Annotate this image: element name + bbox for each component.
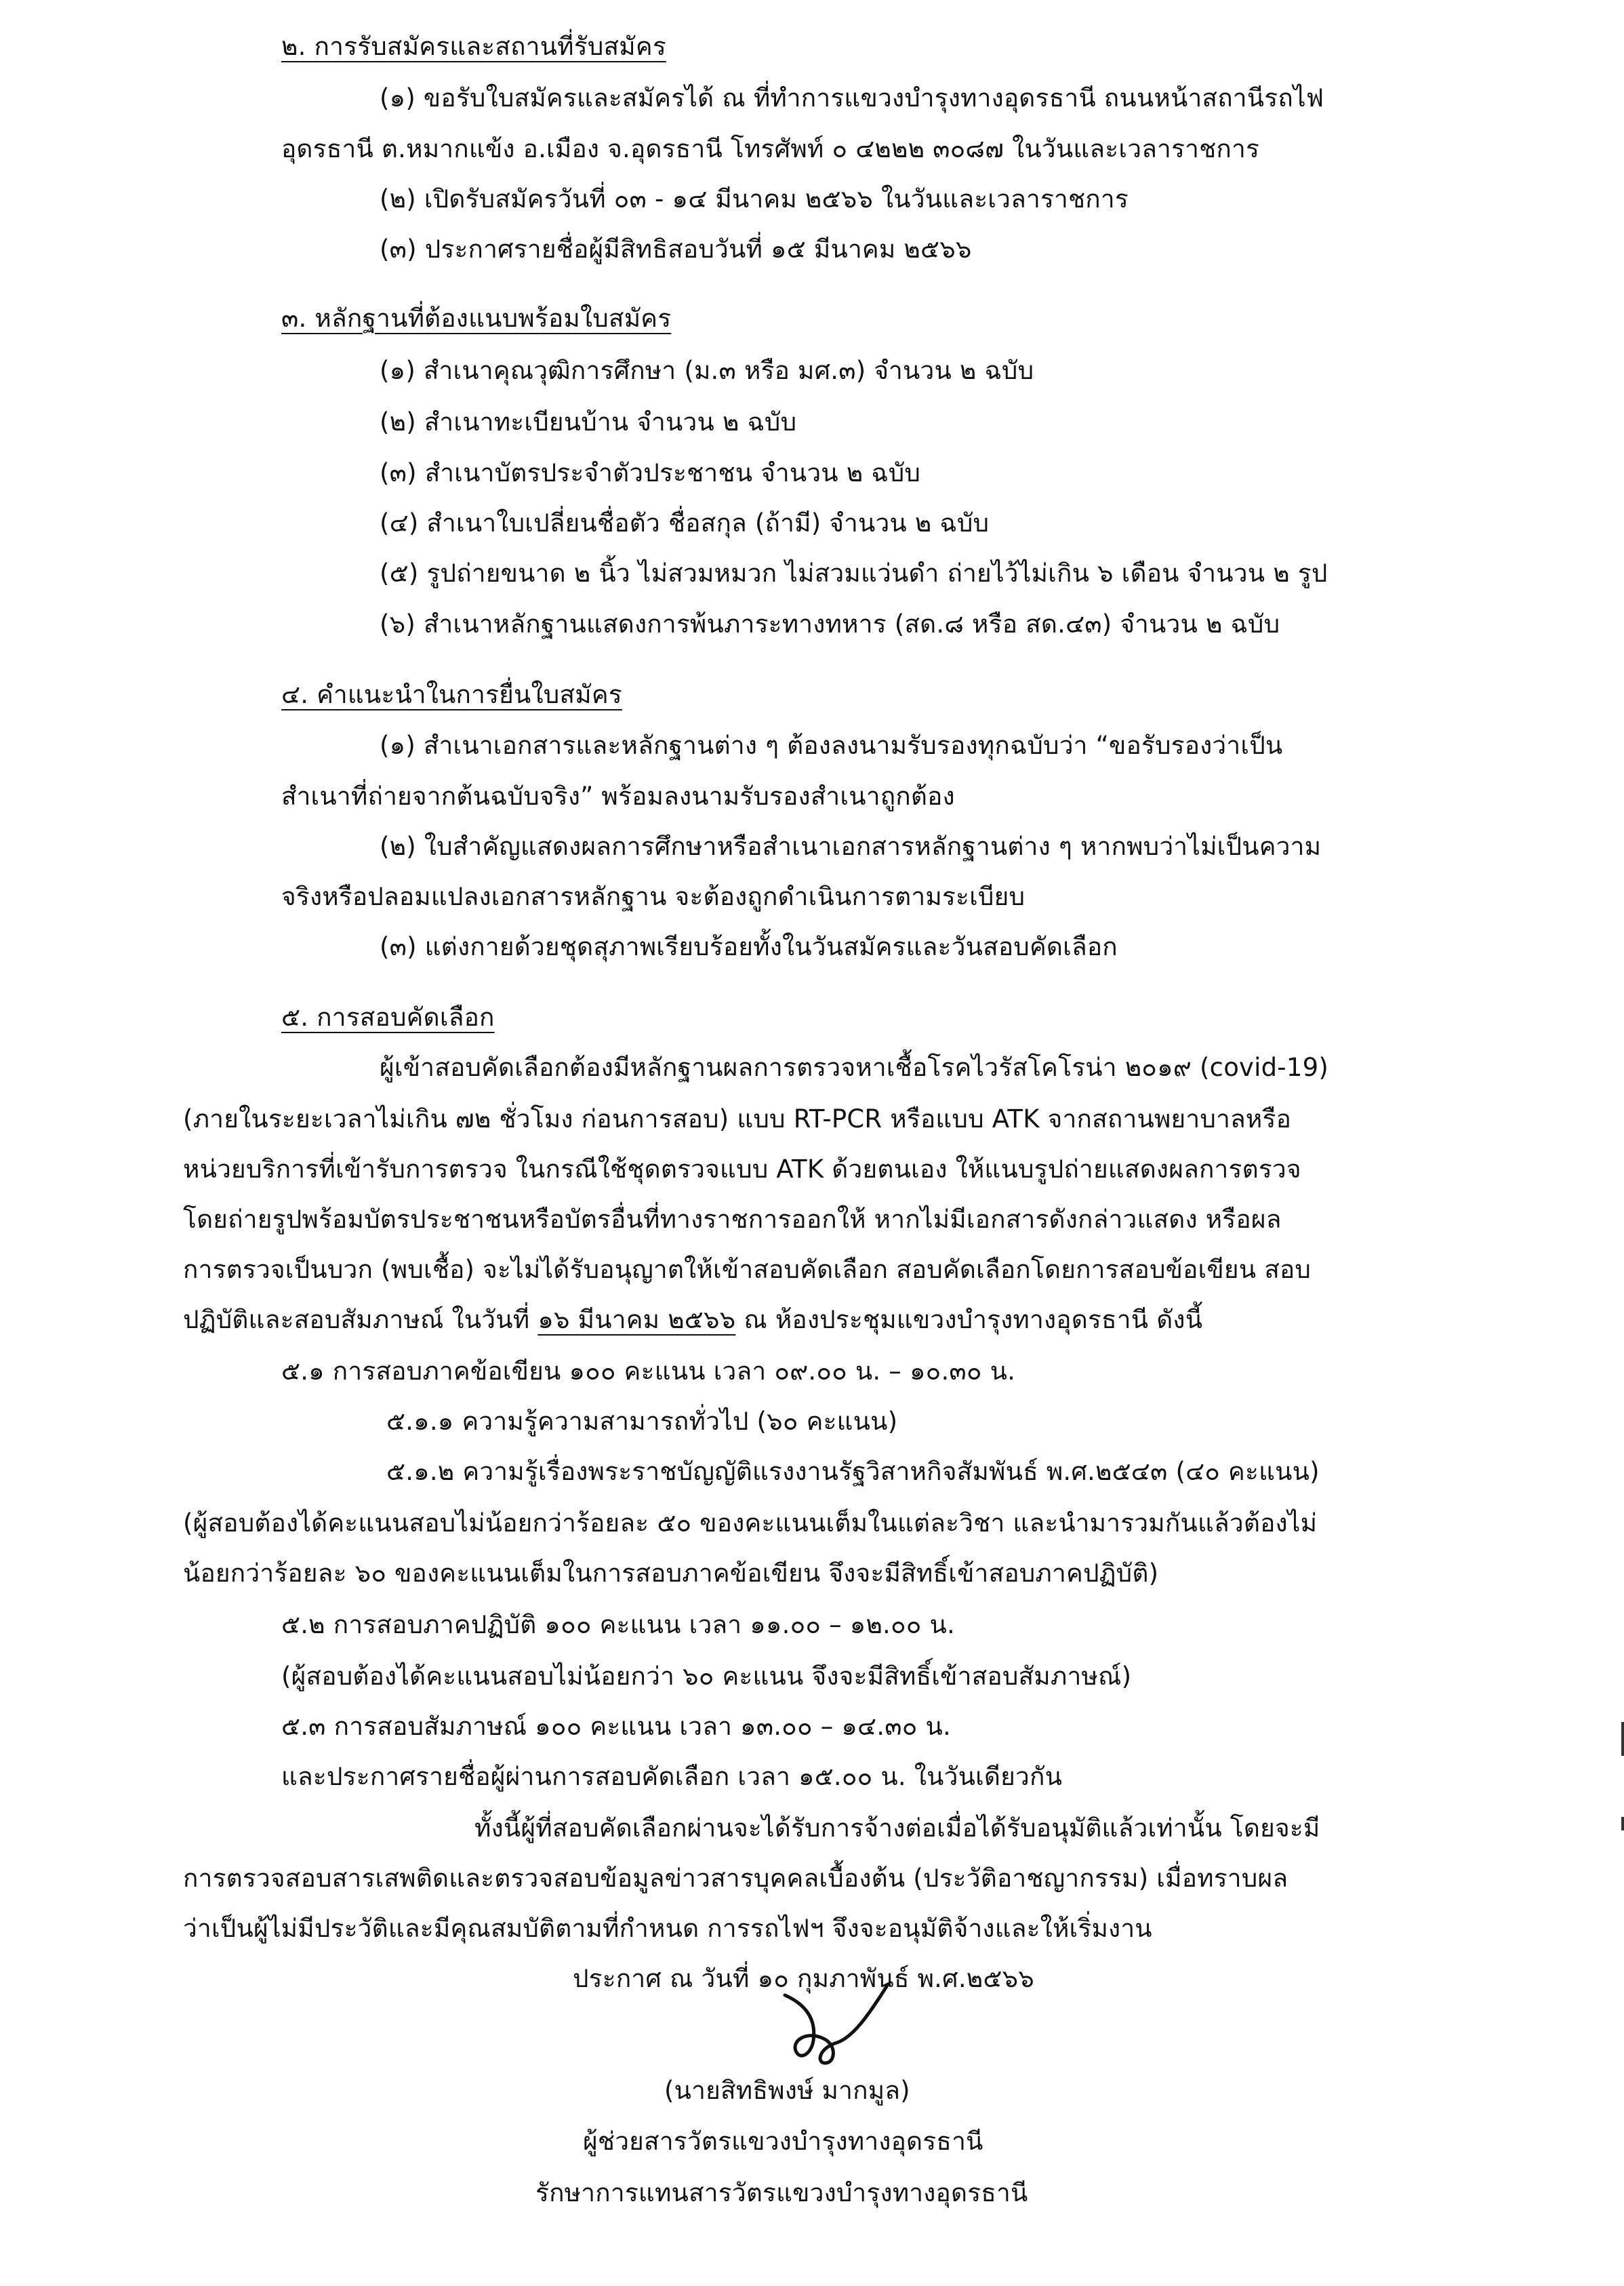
practical-exam: ๕.๒ การสอบภาคปฏิบัติ ๑๐๐ คะแนน เวลา ๑๑.๐๐ – ๑๒.๐๐ น. [281, 1610, 955, 1639]
signer-name: (นายสิทธิพงษ์ มากมูล) [664, 2076, 910, 2105]
section-5-title: ๕. การสอบคัดเลือก [281, 1003, 495, 1032]
s5-last-part-a: ปฏิบัติและสอบสัมภาษณ์ ในวันที่ [183, 1305, 538, 1334]
s2-item-2: (๒) เปิดรับสมัครวันที่ ๐๓ - ๑๔ มีนาคม ๒๕๖๖ ในวันและเวลาราชการ [380, 184, 1129, 214]
exam-date: ๑๖ มีนาคม ๒๕๖๖ [537, 1305, 736, 1334]
announcement-date: ประกาศ ณ วันที่ ๑๐ กุมภาพันธ์ พ.ศ.๒๕๖๖ [573, 1964, 1034, 1993]
s4-item-1-line-2: สำเนาที่ถ่ายจากต้นฉบับจริง” พร้อมลงนามรับรองสำเนาถูกต้อง [281, 782, 955, 811]
section-3-title [281, 299, 671, 338]
s5-last-part-b: ณ ห้องประชุมแขวงบำรุงทางอุดรธานี ดังนี้ [735, 1305, 1203, 1334]
practical-exam-note: (ผู้สอบต้องได้คะแนนสอบไม่น้อยกว่า ๖๐ คะแนน จึงจะมีสิทธิ์เข้าสอบสัมภาษณ์) [281, 1662, 1132, 1691]
written-exam: ๕.๑ การสอบภาคข้อเขียน ๑๐๐ คะแนน เวลา ๐๙.๐๐ น. – ๑๐.๓๐ น. [281, 1357, 1016, 1386]
conditions-line-2: การตรวจสอบสารเสพติดและตรวจสอบข้อมูลข่าวสารบุคคลเบื้องต้น (ประวัติอาชญากรรม) เมื่อทราบผล [183, 1864, 1288, 1893]
written-exam-note-2: น้อยกว่าร้อยละ ๖๐ ของคะแนนเต็มในการสอบภาคข้อเขียน จึงจะมีสิทธิ์เข้าสอบภาคปฏิบัติ) [183, 1559, 1159, 1588]
s3-item-2: (๒) สำเนาทะเบียนบ้าน จำนวน ๒ ฉบับ [380, 407, 797, 437]
s3-item-4: (๔) สำเนาใบเปลี่ยนชื่อตัว ชื่อสกุล (ถ้ามี) จำนวน ๒ ฉบับ [380, 508, 990, 538]
s5-para-line-3: หน่วยบริการที่เข้ารับการตรวจ ในกรณีใช้ชุดตรวจแบบ ATK ด้วยตนเอง ให้แนบรูปถ่ายแสดงผลการตรวจ [183, 1155, 1301, 1184]
section-2-title: ๒. การรับสมัครและสถานที่รับสมัคร [281, 32, 666, 61]
s4-item-1-line-1: (๑) สำเนาเอกสารและหลักฐานต่าง ๆ ต้องลงนามรับรองทุกฉบับว่า “ขอรับรองว่าเป็น [380, 731, 1283, 760]
section-4-title: ๔. คำแนะนำในการยื่นใบสมัคร [281, 680, 622, 709]
result-announcement: และประกาศรายชื่อผู้ผ่านการสอบคัดเลือก เวลา ๑๕.๐๐ น. ในวันเดียวกัน [281, 1762, 1063, 1791]
signer-position-1: ผู้ช่วยสารวัตรแขวงบำรุงทางอุดรธานี [583, 2127, 983, 2156]
s4-item-3: (๓) แต่งกายด้วยชุดสุภาพเรียบร้อยทั้งในวันสมัครและวันสอบคัดเลือก [380, 932, 1118, 961]
s2-item-1-line-1: (๑) ขอรับใบสมัครและสมัครได้ ณ ที่ทำการแขวงบำรุงทางอุดรธานี ถนนหน้าสถานีรถไฟ [380, 83, 1324, 113]
signer-position-2: รักษาการแทนสารวัตรแขวงบำรุงทางอุดรธานี [535, 2178, 1028, 2207]
s3-item-1: (๑) สำเนาคุณวุฒิการศึกษา (ม.๓ หรือ มศ.๓) จำนวน ๒ ฉบับ [380, 356, 1034, 385]
s3-item-6: (๖) สำเนาหลักฐานแสดงการพ้นภาระทางทหาร (สด.๘ หรือ สด.๔๓) จำนวน ๒ ฉบับ [380, 609, 1280, 639]
conditions-line-1: ทั้งนี้ผู้ที่สอบคัดเลือกผ่านจะได้รับการจ้างต่อเมื่อได้รับอนุมัติแล้วเท่านั้น โดยจะมี [474, 1813, 1320, 1843]
s3-item-5: (๕) รูปถ่ายขนาด ๒ นิ้ว ไม่สวมหมวก ไม่สวมแว่นดำ ถ่ายไว้ไม่เกิน ๖ เดือน จำนวน ๒ รูป [380, 559, 1328, 588]
s5-para-line-1: ผู้เข้าสอบคัดเลือกต้องมีหลักฐานผลการตรวจหาเชื้อโรคไวรัสโคโรน่า ๒๐๑๙ (covid-19) [380, 1053, 1328, 1082]
scan-edge-mark [1621, 1722, 1624, 1756]
s5-para-line-4: โดยถ่ายรูปพร้อมบัตรประชาชนหรือบัตรอื่นที่ทางราชการออกให้ หากไม่มีเอกสารดังกล่าวแสดง หรือผล [183, 1205, 1282, 1234]
interview-exam: ๕.๓ การสอบสัมภาษณ์ ๑๐๐ คะแนน เวลา ๑๓.๐๐ – ๑๔.๓๐ น. [281, 1712, 951, 1741]
s3-item-3: (๓) สำเนาบัตรประจำตัวประชาชน จำนวน ๒ ฉบับ [380, 458, 921, 487]
section-3-title-text: ๓. หลักฐานที่ต้องแนบพร้อมใบสมัคร [281, 304, 672, 333]
s4-item-2-line-2: จริงหรือปลอมแปลงเอกสารหลักฐาน จะต้องถูกดำเนินการตามระเบียบ [281, 882, 1026, 911]
s2-item-1-line-2: อุดรธานี ต.หมากแข้ง อ.เมือง จ.อุดรธานี โทรศัพท์ ๐ ๔๒๒๒ ๓๐๘๗ ในวันและเวลาราชการ [281, 134, 1260, 163]
scan-edge-mark [1621, 1817, 1624, 1830]
written-exam-note-1: (ผู้สอบต้องได้คะแนนสอบไม่น้อยกว่าร้อยละ ๕๐ ของคะแนนเต็มในแต่ละวิชา และนำมารวมกันแล้วต้องไม่ [183, 1508, 1318, 1538]
written-exam-part-1: ๕.๑.๑ ความรู้ความสามารถทั่วไป (๖๐ คะแนน) [386, 1407, 898, 1436]
s4-item-2-line-1: (๒) ใบสำคัญแสดงผลการศึกษาหรือสำเนาเอกสารหลักฐานต่าง ๆ หากพบว่าไม่เป็นความ [380, 832, 1322, 861]
signature [773, 1976, 908, 2078]
s5-para-line-6 [183, 1300, 1202, 1340]
written-exam-part-2: ๕.๑.๒ ความรู้เรื่องพระราชบัญญัติแรงงานรัฐวิสาหกิจสัมพันธ์ พ.ศ.๒๕๔๓ (๔๐ คะแนน) [386, 1457, 1320, 1486]
s5-para-line-2: (ภายในระยะเวลาไม่เกิน ๗๒ ชั่วโมง ก่อนการสอบ) แบบ RT-PCR หรือแบบ ATK จากสถานพยาบาลหรือ [183, 1104, 1291, 1134]
s2-item-3: (๓) ประกาศรายชื่อผู้มีสิทธิสอบวันที่ ๑๕ มีนาคม ๒๕๖๖ [380, 235, 972, 264]
s5-para-line-5: การตรวจเป็นบวก (พบเชื้อ) จะไม่ได้รับอนุญาตให้เข้าสอบคัดเลือก สอบคัดเลือกโดยการสอบข้อเขียน สอบ [183, 1255, 1312, 1284]
conditions-line-3: ว่าเป็นผู้ไม่มีประวัติและมีคุณสมบัติตามที่กำหนด การรถไฟฯ จึงจะอนุมัติจ้างและให้เริ่มงาน [183, 1914, 1152, 1943]
